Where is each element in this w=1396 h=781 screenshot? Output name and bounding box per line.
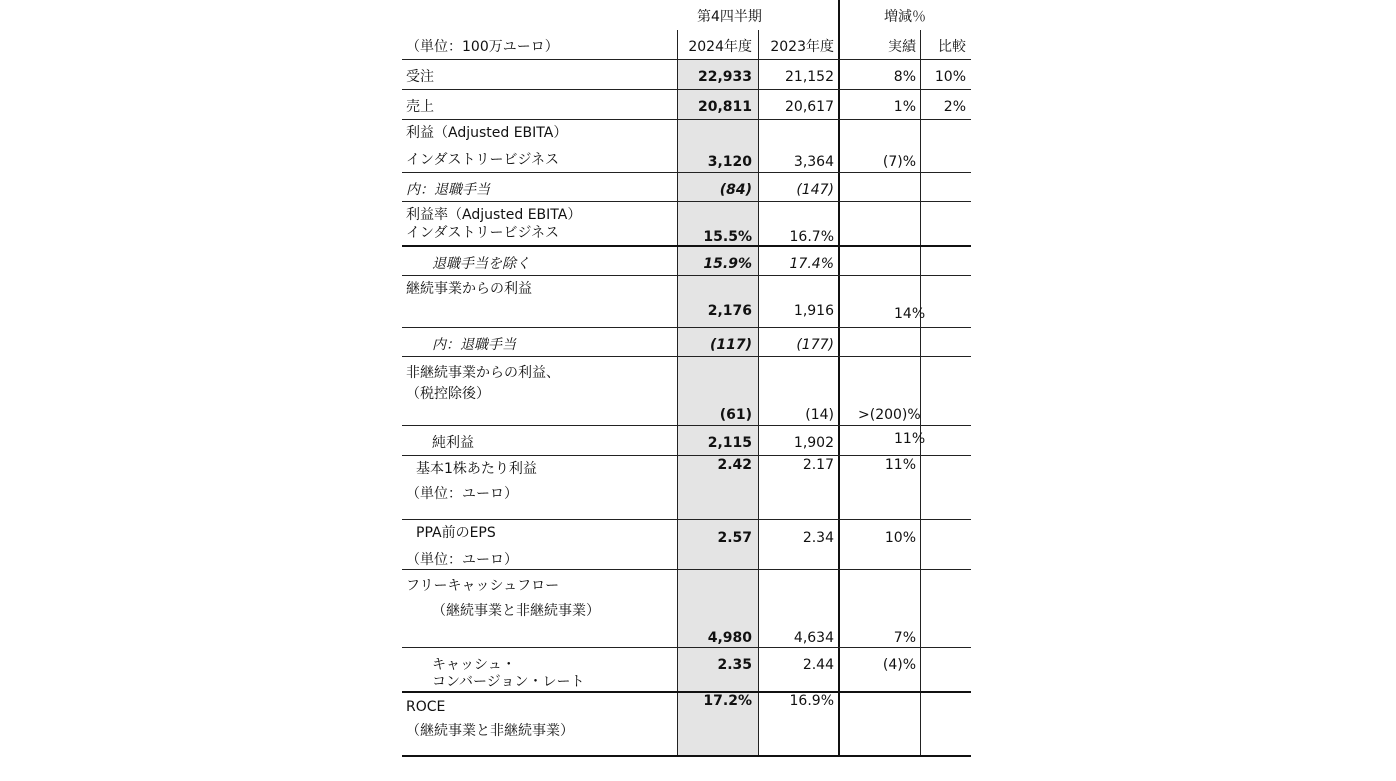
row-divider-thick [402,245,971,247]
cell-2024: 2.35 [717,657,752,673]
row-divider [402,119,971,120]
row-label: 退職手当を除く [432,256,530,272]
cell-2024: 22,933 [697,69,752,85]
cell-2023: 20,617 [785,99,834,115]
cell-actual: 1% [893,99,916,115]
row-divider [402,59,971,60]
row-label-sub: インダストリービジネス [406,225,560,241]
row-divider [402,425,971,426]
cell-2023: 2.34 [802,530,834,546]
row-label: 基本1株あたり利益 [416,461,537,477]
row-divider-thick [402,691,971,693]
cell-2024: 3,120 [707,154,752,170]
cell-2024: 15.9% [703,256,752,272]
cell-2024: 2.57 [717,530,752,546]
cell-actual: (4)% [882,657,916,673]
header-2023: 2023年度 [770,39,834,55]
table-bottom-border [402,755,971,757]
header-unit: （単位：100万ユーロ） [406,39,559,55]
cell-2024: 2.42 [717,457,752,473]
cell-actual: 11% [884,457,916,473]
cell-compare: 10% [934,69,966,85]
cell-2023: 16.7% [789,229,834,245]
cell-2024: 2,176 [707,303,752,319]
row-label: 内：退職手当 [432,337,516,353]
header-compare: 比較 [938,39,966,55]
cell-2023: 2.17 [802,457,834,473]
cell-2023: 4,634 [793,630,834,646]
cell-actual: >(200)% [858,407,921,423]
row-label: フリーキャッシュフロー [406,578,560,594]
cell-actual: 14% [894,306,926,322]
cell-2023: 3,364 [793,154,834,170]
row-divider [402,327,971,328]
row-label-sub: （単位：ユーロ） [406,552,518,568]
cell-2024: 4,980 [707,630,752,646]
cell-2023: 1,916 [793,303,834,319]
row-label-sub: インダストリービジネス [406,152,560,168]
cell-2023: (177) [796,337,834,353]
cell-2024: 20,811 [697,99,752,115]
cell-2023: 21,152 [785,69,834,85]
cell-2024: (84) [719,182,752,198]
row-divider [402,569,971,570]
row-label: 内：退職手当 [406,182,490,198]
cell-2023: 16.9% [789,693,834,709]
row-divider [402,275,971,276]
row-label-sub: （税控除後） [406,386,490,402]
cell-actual: 7% [893,630,916,646]
cell-actual: 11% [894,431,926,447]
row-label: キャッシュ・ [432,657,516,673]
cell-2024: 2,115 [707,435,752,451]
row-label: 利益（Adjusted EBITA） [406,125,568,141]
row-label: 非継続事業からの利益、 [406,365,560,381]
cell-compare: 2% [943,99,966,115]
row-divider [402,89,971,90]
row-label: PPA前のEPS [416,525,496,541]
cell-2023: (147) [796,182,834,198]
cell-2023: 17.4% [789,256,834,272]
row-divider [402,519,971,520]
cell-actual: 8% [893,69,916,85]
cell-2024: 17.2% [703,693,752,709]
cell-2023: 2.44 [802,657,834,673]
cell-2024: (61) [719,407,752,423]
cell-2023: 1,902 [793,435,834,451]
divider-change-left [838,0,840,757]
header-q4: 第4四半期 [697,9,762,25]
row-label: 純利益 [432,435,474,451]
row-label: 継続事業からの利益 [406,281,532,297]
row-label: 利益率（Adjusted EBITA） [406,207,582,223]
row-label: 受注 [406,69,434,85]
row-label-sub: （継続事業と非継続事業） [432,603,600,619]
row-divider [402,647,971,648]
header-change: 増減％ [884,9,926,25]
header-actual: 実績 [888,39,916,55]
row-label: 売上 [406,99,434,115]
row-divider [402,172,971,173]
row-label-sub: コンバージョン・レート [432,674,585,690]
row-divider [402,201,971,202]
row-label-sub: （継続事業と非継続事業） [406,723,574,739]
cell-actual: (7)% [882,154,916,170]
row-divider [402,356,971,357]
header-2024: 2024年度 [688,39,752,55]
cell-2024: (117) [709,337,752,353]
row-label: ROCE [406,699,446,715]
cell-2023: (14) [805,407,834,423]
cell-2024: 15.5% [703,229,752,245]
cell-actual: 10% [884,530,916,546]
row-label-sub: （単位：ユーロ） [406,486,518,502]
